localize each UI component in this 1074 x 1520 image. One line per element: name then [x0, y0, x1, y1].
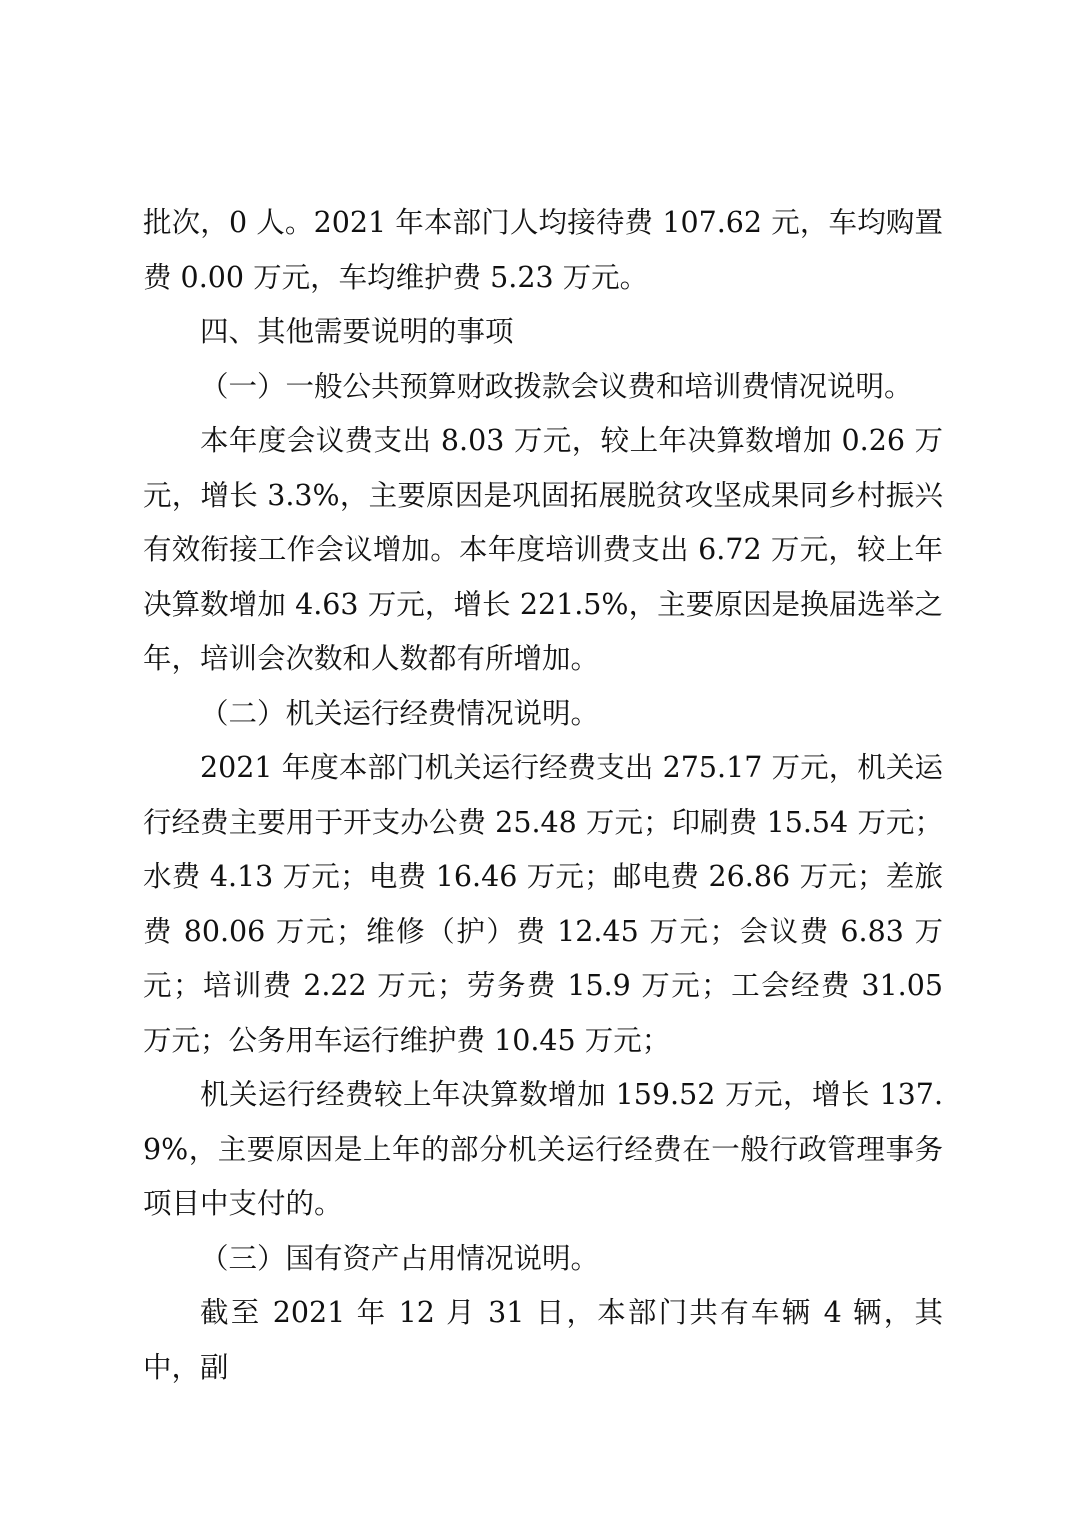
subsection-heading-operating-expenses: （二）机关运行经费情况说明。 — [200, 696, 600, 730]
paragraph-meeting-training-costs: 本年度会议费支出 8.03 万元，较上年决算数增加 0.26 万元，增长 3.3%，主要原因是巩固拓展脱贫攻坚成果同乡村振兴有效衔接工作会议增加。本年度培训费支出 6.72 万元，较上年决算数增加 4.63 万元，增长 221.5%，主要原因是换届选举之年，培训会次数和人数都有所增加。 — [143, 424, 943, 675]
paragraph-operating-expenses-change: 机关运行经费较上年决算数增加 159.52 万元，增长 137.9%，主要原因是上年的部分机关运行经费在一般行政管理事务项目中支付的。 — [143, 1078, 943, 1220]
paragraph-vehicles: 截至 2021 年 12 月 31 日，本部门共有车辆 4 辆，其中，副 — [143, 1296, 943, 1384]
paragraph-hospitality-costs: 批次，0 人。2021 年本部门人均接待费 107.62 元，车均购置费 0.00 万元，车均维护费 5.23 万元。 — [143, 206, 943, 294]
section-heading-other-matters: 四、其他需要说明的事项 — [200, 315, 514, 348]
paragraph-operating-expenses-breakdown: 2021 年度本部门机关运行经费支出 275.17 万元，机关运行经费主要用于开支办公费 25.48 万元；印刷费 15.54 万元；水费 4.13 万元；电费 16.46 万元；邮电费 26.86 万元；差旅费 80.06 万元；维修（护）费 12.45 万元；会议费 6.83 万元；培训费 2.22 万元；劳务费 15.9 万元；工会经费 31.05 万元；公务用车运行维护费 10.45 万元； — [143, 751, 943, 1057]
subsection-heading-meeting-training: （一）一般公共预算财政拨款会议费和培训费情况说明。 — [200, 369, 913, 403]
document-body — [143, 196, 943, 1395]
subsection-heading-state-assets: （三）国有资产占用情况说明。 — [200, 1241, 600, 1275]
